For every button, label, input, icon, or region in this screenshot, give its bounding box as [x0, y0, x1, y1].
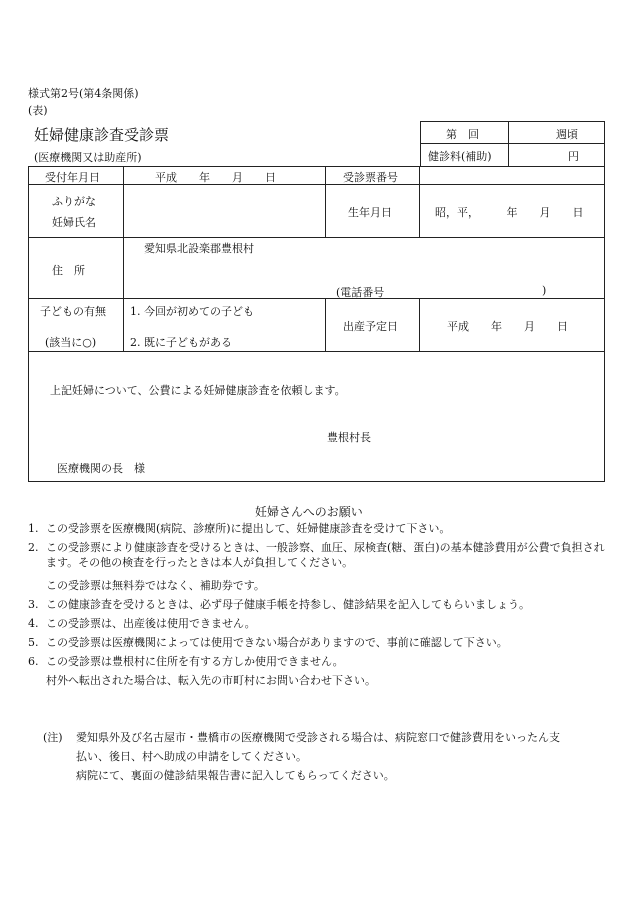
fee-label: 健診料(補助): [428, 150, 492, 163]
phone-label: (電話番号: [336, 286, 385, 299]
footnote-line-2: 払い、後日、村へ助成の申請をしてください。: [76, 750, 307, 763]
week-label: 週頃: [556, 128, 578, 141]
recipient: 医療機関の長 様: [57, 462, 145, 475]
received-date-value[interactable]: 平成 年 月 日: [155, 171, 276, 184]
request-text: 上記妊婦について、公費による妊婦健康診査を依頼します。: [50, 384, 346, 397]
received-date-label: 受付年月日: [45, 171, 100, 184]
footnote-label: (注): [43, 731, 63, 744]
footnote-line-1: 愛知県外及び名古屋市・豊橋市の医療機関で受診される場合は、病院窓口で健診費用をいったん支: [76, 731, 560, 744]
children-label: 子どもの有無: [40, 305, 106, 318]
children-note: (該当に○): [45, 336, 97, 349]
form-side: (表): [28, 104, 48, 117]
name-label: 妊婦氏名: [52, 216, 96, 229]
page-title: 妊婦健康診査受診票: [34, 126, 170, 144]
notes-title: 妊婦さんへのお願い: [255, 505, 363, 519]
address-label: 住 所: [52, 264, 85, 277]
address-value[interactable]: 愛知県北設楽郡豊根村: [144, 242, 254, 255]
birth-value[interactable]: 昭，平， 年 月 日: [435, 206, 584, 219]
page-subtitle: (医療機関又は助産所): [34, 151, 142, 164]
count-label: 第 回: [446, 128, 479, 141]
furigana-label: ふりがな: [52, 195, 96, 208]
phone-close: ): [542, 284, 547, 297]
children-option-1[interactable]: 1. 今回が初めての子ども: [130, 305, 254, 318]
fee-unit: 円: [568, 150, 579, 163]
children-option-2[interactable]: 2. 既に子どもがある: [130, 336, 232, 349]
due-date-label: 出産予定日: [343, 320, 398, 333]
birth-label: 生年月日: [348, 206, 392, 219]
mayor-name: 豊根村長: [327, 431, 371, 444]
ticket-number-label: 受診票番号: [343, 171, 398, 184]
form-number: 様式第2号(第4条関係): [28, 87, 139, 100]
footnote-line-3: 病院にて、裏面の健診結果報告書に記入してもらってください。: [76, 769, 395, 782]
due-date-value[interactable]: 平成 年 月 日: [447, 320, 568, 333]
